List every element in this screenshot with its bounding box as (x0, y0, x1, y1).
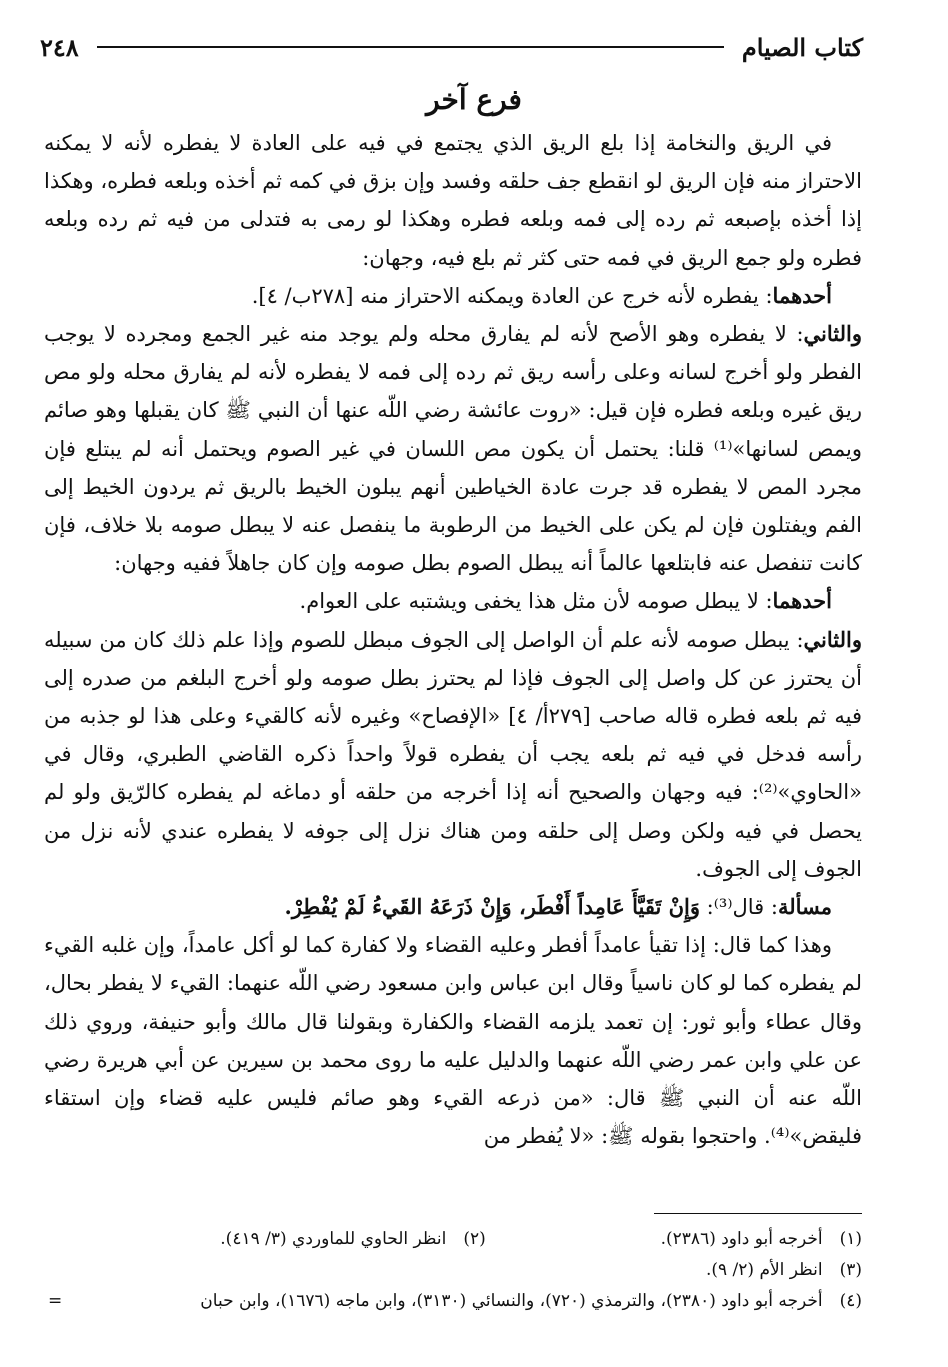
footnote (486, 1224, 862, 1255)
footnote (706, 1255, 862, 1286)
body-text (44, 124, 862, 1155)
footnote-text: انظر الحاوي للماوردي (٣/ ٤١٩). (220, 1229, 447, 1249)
footnote (200, 1286, 862, 1317)
paragraph (44, 277, 862, 315)
footnote-number: (٢) (463, 1229, 486, 1249)
footnote-text: أخرجه أبو داود (٢٣٨٠)، والترمذي (٧٢٠)، والنسائي (٣١٣٠)، وابن ماجه (١٦٧٦)، وابن حبان (200, 1291, 823, 1311)
paragraph-text: : لا يبطل صومه لأن مثل هذا يخفى ويشتبه على العوام. (299, 589, 773, 614)
paragraph (44, 124, 862, 277)
footnote-row (44, 1224, 862, 1255)
paragraph-text: : يفطره لأنه خرج عن العادة ويمكنه الاحتراز منه [٢٧٨ب/ ٤]. (251, 283, 773, 308)
paragraph-lead: والثاني (803, 626, 862, 652)
footnote-text: انظر الأم (٢/ ٩). (705, 1260, 823, 1280)
paragraph-lead: أحدهما (772, 282, 832, 308)
footnote-number: (١) (839, 1229, 862, 1249)
footnote-text: أخرجه أبو داود (٢٣٨٦). (660, 1229, 823, 1249)
footnote-number: (٣) (839, 1260, 862, 1280)
paragraph-text: : قال⁽³⁾: (700, 895, 778, 920)
paragraph (44, 582, 862, 620)
book-title: كتاب الصيام (741, 32, 863, 62)
paragraph (44, 926, 862, 1155)
paragraph-text: في الريق والنخامة إذا بلع الريق الذي يجتمع في فيه على العادة لا يفطره لأنه لا يمكنه الاحتراز منه فإن الريق لو انقطع جف حلقه وفسد وإن بزق في كمه ثم أخذه وبلعه فطره، وهكذا إذا أخذه بإصبعه ثم رده إلى فمه وبلعه فطره وهكذا لو رمى به فتدلى من فيه ثم رده وبلعه فطره ولو جمع الريق في فمه حتى كثر ثم بلع فيه، وجهان: (44, 131, 862, 270)
paragraph-text: : لا يفطره وهو الأصح لأنه لم يفارق محله ولم يوجد منه غير الجمع ومجرده لا يوجب الفطر ولو أخرج لسانه وعلى رأسه ريق ثم رده إلى فمه لا يفطره لأنه لم يفارق محله ولو مص ريق غيره وبلعه فطره فإن قيل: «روت عائشة رضي اللّه عنها أن النبي ﷺ كان يقبلها وهو صائم ويمص لسانها»⁽¹⁾ قلنا: يحتمل أن يكون مص اللسان في غير الصوم ويحتمل أنه لم يبتلع فإن مجرد المص لا يفطره قد جرت عادة الخياطين أنهم يبلون الخيط بالريق ثم يردون الخيط إلى الفم ويفتلون فإن لم يكن على الخيط من الرطوبة ما ينفصل عنه لا يبطل صومه بلا خلاف، فإن كانت تنفصل عنه فابتلعها عالماً أنه يبطل الصوم بطل صومه وإن كان جاهلاً ففيه وجهان: (44, 322, 862, 576)
paragraph (44, 621, 862, 888)
header-rule (97, 46, 724, 48)
footnote-number: (٤) (839, 1291, 862, 1311)
paragraph-text: وهذا كما قال: إذا تقيأ عامداً أفطر وعليه القضاء ولا كفارة كما لو أكل عامداً، وإن غلبه القيء لم يفطره كما لو كان ناسياً وقال ابن عباس وابن مسعود رضي اللّه عنهما: القيء لا يفطر بحال، وقال عطاء وأبو ثور: إن تعمد يلزمه القضاء والكفارة وبقولنا قال مالك وأبو حنيفة، وروي ذلك عن علي وابن عمر رضي اللّه عنهما والدليل عليه ما روى محمد بن سيرين عن أبي هريرة رضي اللّه عنه أن النبي ﷺ قال: «من ذرعه القيء وهو صائم فليس عليه قضاء وإن استقاء فليقض»⁽⁴⁾. واحتجوا بقوله ﷺ: «لا يُفطر من (44, 933, 862, 1149)
footnote-row (44, 1286, 862, 1317)
paragraph (44, 888, 862, 926)
footnote (109, 1224, 485, 1255)
continuation-mark: = (48, 1291, 63, 1311)
section-title: فرع آخر (426, 83, 522, 116)
paragraph-lead: مسألة (777, 894, 832, 920)
paragraph-lead: أحدهما (772, 588, 832, 614)
footnotes (44, 1224, 862, 1317)
paragraph-text: : يبطل صومه لأنه علم أن الواصل إلى الجوف مبطل للصوم وإذا علم ذلك كان من سبيله أن يحترز عن كل واصل إلى الجوف فإذا لم يحترز بطل صومه ولو أخرج البلغم من صدره إلى فيه ثم بلعه فطره قاله صاحب [٢٧٩أ/ ٤] «الإفصاح» وغيره لأنه كالقيء وعلى هذا لو جذبه من رأسه فدخل في فيه ثم بلعه يجب أن يفطره قولاً واحداً ذكره القاضي الطبري، وقال في «الحاوي»⁽²⁾: فيه وجهان والصحيح أنه إذا أخرجه من حلقه أو دماغه لم يفطره كالرّيق ولو لم يحصل في فيه ولكن وصل إلى حلقه ومن هناك نزل إلى جوفه لا يفطره عندي لأنه نزل من الجوف إلى الجوف. (44, 627, 862, 881)
page-number: ٢٤٨ (40, 32, 79, 62)
footnote-rule (654, 1213, 862, 1214)
matn-quote: وَإِنْ تَقَيَّأَ عَامِداً أَفْطَر، وَإِنْ ذَرَعَهُ القَيءُ لَمْ يُفْطِرْ. (284, 894, 700, 920)
paragraph (44, 315, 862, 582)
footnote-row (44, 1255, 862, 1286)
running-header (40, 28, 863, 66)
paragraph-lead: والثاني (803, 321, 862, 347)
